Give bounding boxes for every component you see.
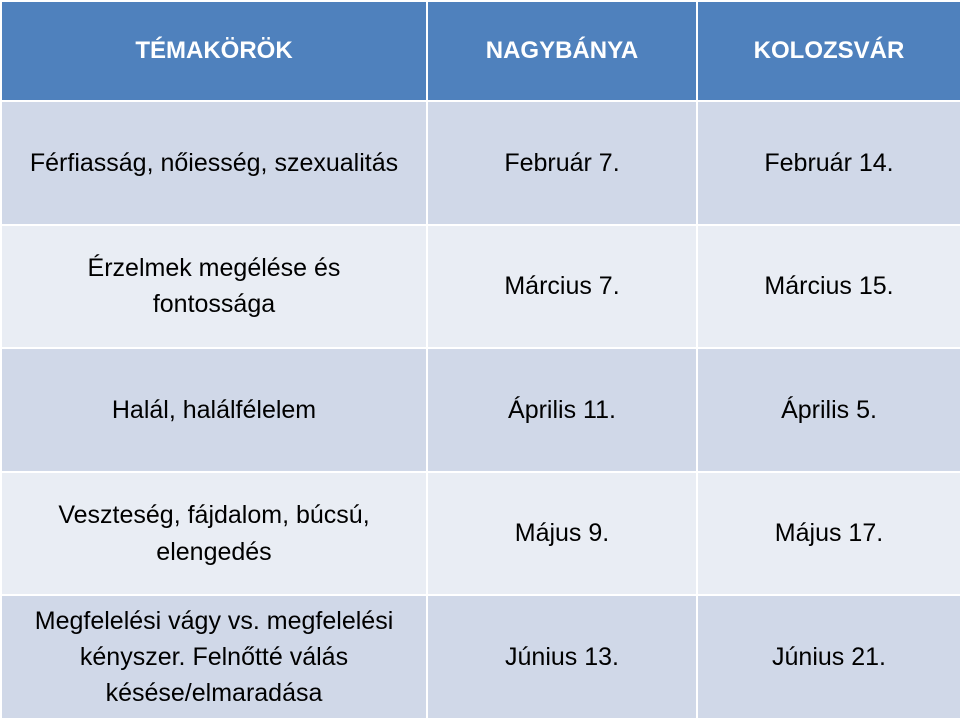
table-row [1, 472, 960, 596]
topic-text: Megfelelési vágy vs. megfelelési kényszer. Felnőtté válás késése/elmaradása [34, 606, 394, 708]
header-kolozsvar: KOLOZSVÁR [697, 1, 960, 101]
header-row [1, 1, 960, 101]
nagybanya-date-cell: Június 13. [427, 595, 697, 719]
table-row [1, 101, 960, 225]
topic-cell [1, 595, 427, 719]
topic-cell [1, 348, 427, 472]
kolozsvar-date-cell: Június 21. [697, 595, 960, 719]
topic-cell [1, 101, 427, 225]
topic-cell [1, 472, 427, 596]
topic-cell [1, 225, 427, 349]
table-row [1, 348, 960, 472]
table-row [1, 595, 960, 719]
header-topics: TÉMAKÖRÖK [1, 1, 427, 101]
topic-text: Érzelmek megélése és fontossága [87, 254, 341, 319]
kolozsvar-date-cell: Február 14. [697, 101, 960, 225]
nagybanya-date-cell: Március 7. [427, 225, 697, 349]
topic-text: Férfiasság, nőiesség, szexualitás [29, 148, 399, 177]
header-nagybanya: NAGYBÁNYA [427, 1, 697, 101]
topic-text: Veszteség, fájdalom, búcsú, elengedés [58, 501, 370, 566]
kolozsvar-date-cell: Április 5. [697, 348, 960, 472]
topic-text: Halál, halálfélelem [111, 395, 317, 424]
table-row [1, 225, 960, 349]
nagybanya-date-cell: Április 11. [427, 348, 697, 472]
kolozsvar-date-cell: Március 15. [697, 225, 960, 349]
nagybanya-date-cell: Május 9. [427, 472, 697, 596]
kolozsvar-date-cell: Május 17. [697, 472, 960, 596]
nagybanya-date-cell: Február 7. [427, 101, 697, 225]
